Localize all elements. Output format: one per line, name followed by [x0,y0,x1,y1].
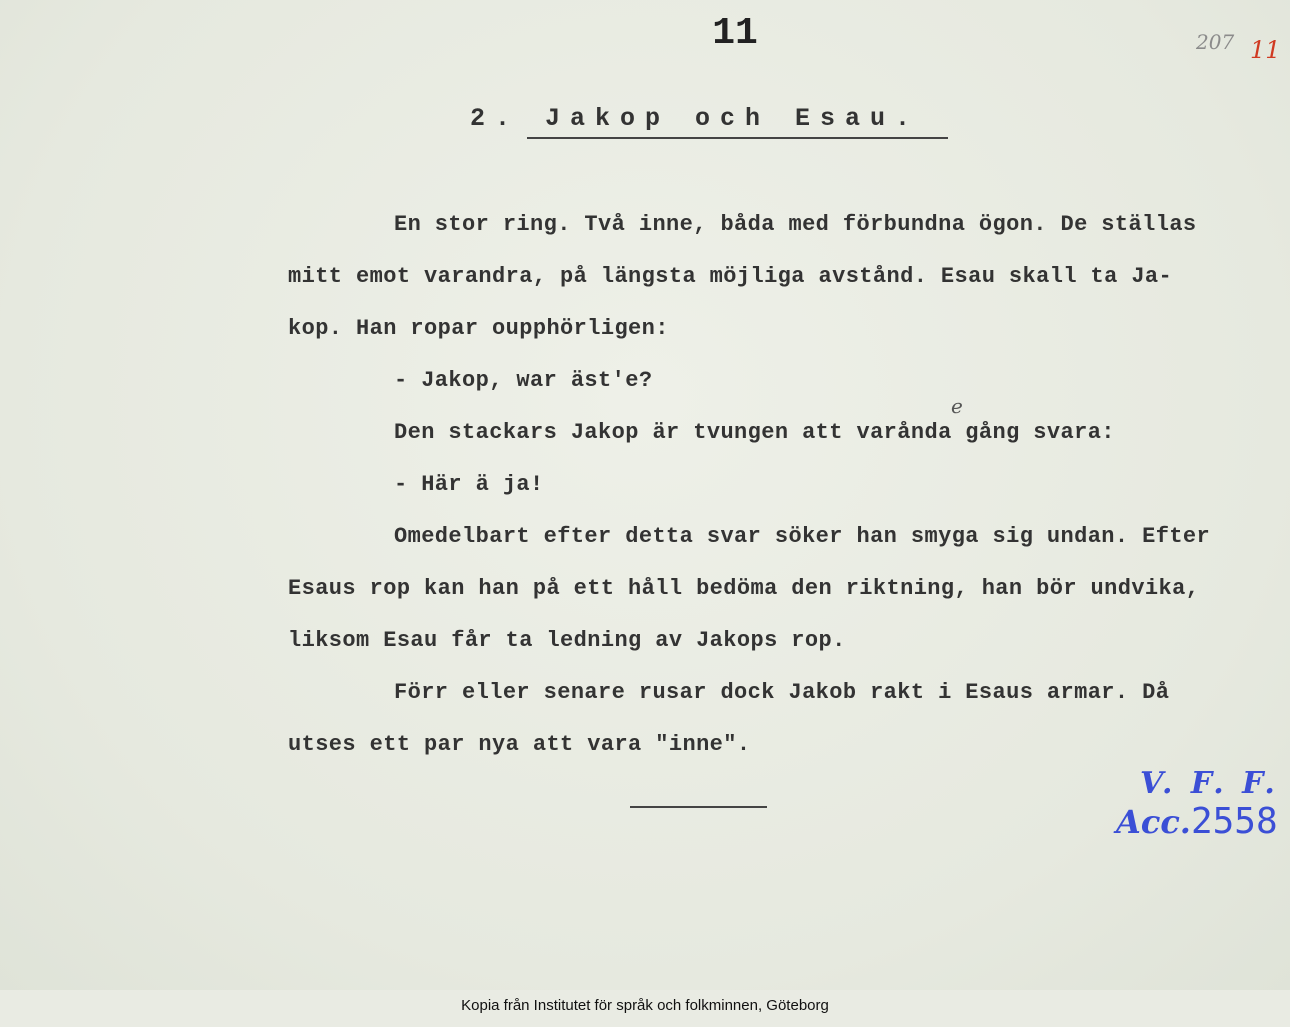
copy-notice-footer: Kopia från Institutet för språk och folkminnen, Göteborg [461,997,829,1014]
red-page-mark: 11 [1250,36,1281,64]
end-divider [630,806,767,808]
body-line: liksom Esau får ta ledning av Jakops rop. [288,628,846,653]
stamp-acc-label: Acc. [1116,803,1191,841]
body-line: Den stackars Jakop är tvungen att varånda gång svara: [394,420,1115,445]
handwritten-correction: e [951,394,963,418]
section-heading: 2. Jakop och Esau. [470,104,921,133]
heading-underline [527,137,948,139]
body-line: kop. Han ropar oupphörligen: [288,316,669,341]
body-line: - Jakop, war äst'e? [394,368,653,393]
stamp-institution: V. F. F. [1140,766,1279,801]
stamp-number: 2558 [1190,801,1278,842]
page-number: 11 [712,12,758,55]
body-line: Esaus rop kan han på ett håll bedöma den riktning, han bör undvika, [288,576,1200,601]
body-line: mitt emot varandra, på längsta möjliga avstånd. Esau skall ta Ja- [288,264,1173,289]
body-line: - Här ä ja! [394,472,544,497]
body-line: Förr eller senare rusar dock Jakob rakt i Esaus armar. Då [394,680,1170,705]
body-line: Omedelbart efter detta svar söker han smyga sig undan. Efter [394,524,1211,549]
archive-number: 207 [1196,30,1235,54]
stamp-accession [1116,800,1278,842]
archive-stamp [1110,760,1285,855]
body-line: utses ett par nya att vara "inne". [288,732,751,757]
body-line: En stor ring. Två inne, båda med förbundna ögon. De ställas [394,212,1197,237]
